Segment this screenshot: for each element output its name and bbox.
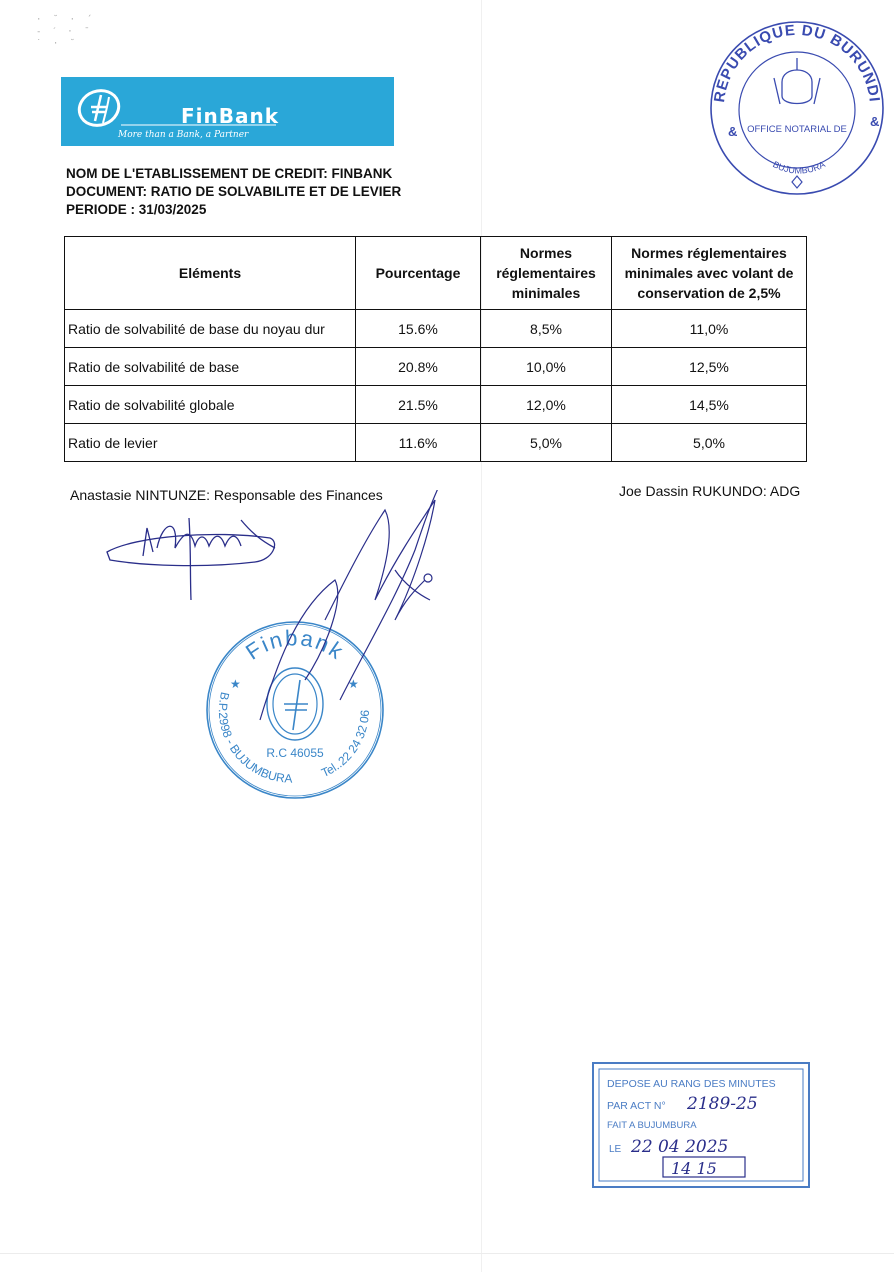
header-norms-buffer-line2: minimales avec volant de [624, 265, 794, 281]
deposit-date: 22 04 2025 [631, 1137, 729, 1157]
cell-element: Ratio de levier [65, 424, 356, 462]
ratio-table [64, 236, 807, 462]
institution-name: NOM DE L'ETABLISSEMENT DE CREDIT: FINBANK [66, 166, 393, 181]
cell-norm: 8,5% [481, 310, 612, 348]
cell-norm: 5,0% [481, 424, 612, 462]
table-row [65, 424, 807, 462]
table-row [65, 386, 807, 424]
notary-amp-right: & [870, 114, 880, 129]
deposit-line2: PAR ACT N° [607, 1100, 666, 1112]
header-norms-buffer-line1: Normes réglementaires [631, 245, 787, 261]
cell-norm-buffer: 12,5% [612, 348, 807, 386]
notary-stamp [702, 18, 892, 196]
finbank-stamp-left-text: B.P.2998 - BUJUMBURA [215, 690, 293, 786]
table-row [65, 348, 807, 386]
document-period: PERIODE : 31/03/2025 [66, 202, 207, 217]
header-norms-line1: Normes [519, 245, 573, 261]
logo-name: FinBank [181, 104, 280, 128]
signatory-adg: Joe Dassin RUKUNDO: ADG [619, 483, 801, 499]
cell-norm: 12,0% [481, 386, 612, 424]
finbank-stamp-right-text: Tel..22 24 32 06 [319, 709, 373, 780]
cell-percentage: 11.6% [356, 424, 481, 462]
cell-percentage: 20.8% [356, 348, 481, 386]
notary-top-text: REPUBLIQUE DU BURUNDI [711, 21, 883, 104]
notary-bottom-text: BUJUMBURA [771, 159, 827, 176]
finbank-stamp-rc: R.C 46055 [266, 746, 324, 760]
cell-percentage: 15.6% [356, 310, 481, 348]
table-header-row [65, 237, 807, 310]
deposit-line4: LE [609, 1144, 622, 1155]
cell-norm-buffer: 5,0% [612, 424, 807, 462]
deposit-time: 14 15 [671, 1159, 717, 1178]
header-norms [481, 237, 612, 310]
notary-center-text: OFFICE NOTARIAL DE [747, 124, 847, 135]
finbank-stamp-top-text: Finbank [241, 625, 350, 665]
header-norms-buffer [612, 237, 807, 310]
deposit-act-number: 2189-25 [687, 1094, 758, 1114]
cell-norm-buffer: 14,5% [612, 386, 807, 424]
signature-adg [260, 490, 455, 720]
table-row [65, 310, 807, 348]
scan-specks: · ˘ · ´ ‐ ˊ · ˉ ˙ · ˘ [36, 15, 95, 49]
document-header [66, 165, 401, 219]
notary-amp-left: & [728, 124, 738, 139]
finbank-stamp-star-right: ★ [348, 677, 359, 691]
document-title: DOCUMENT: RATIO DE SOLVABILITE ET DE LEVIER [66, 184, 402, 199]
cell-element: Ratio de solvabilité globale [65, 386, 356, 424]
finbank-logo [61, 77, 394, 146]
header-norms-line3: minimales [511, 285, 581, 301]
deposit-line1: DEPOSE AU RANG DES MINUTES [607, 1078, 776, 1090]
cell-element: Ratio de solvabilité de base du noyau dur [65, 310, 356, 348]
cell-percentage: 21.5% [356, 386, 481, 424]
finbank-stamp-star-left: ★ [230, 677, 241, 691]
page-fold-line [481, 0, 482, 1272]
burundi-shield-icon [782, 70, 812, 104]
signature-finance [107, 518, 275, 600]
page-bottom-edge [0, 1253, 894, 1254]
deposit-line3: FAIT A BUJUMBURA [607, 1120, 697, 1131]
signatory-finance: Anastasie NINTUNZE: Responsable des Finances [70, 487, 383, 503]
deposit-stamp [591, 1057, 813, 1195]
header-percentage: Pourcentage [356, 237, 481, 310]
logo-tagline: More than a Bank, a Partner [118, 130, 249, 140]
handwritten-signatures [95, 490, 455, 740]
cell-element: Ratio de solvabilité de base [65, 348, 356, 386]
header-elements: Eléments [65, 237, 356, 310]
header-norms-line2: réglementaires [496, 265, 596, 281]
cell-norm-buffer: 11,0% [612, 310, 807, 348]
header-norms-buffer-line3: conservation de 2,5% [637, 285, 781, 301]
cell-norm: 10,0% [481, 348, 612, 386]
